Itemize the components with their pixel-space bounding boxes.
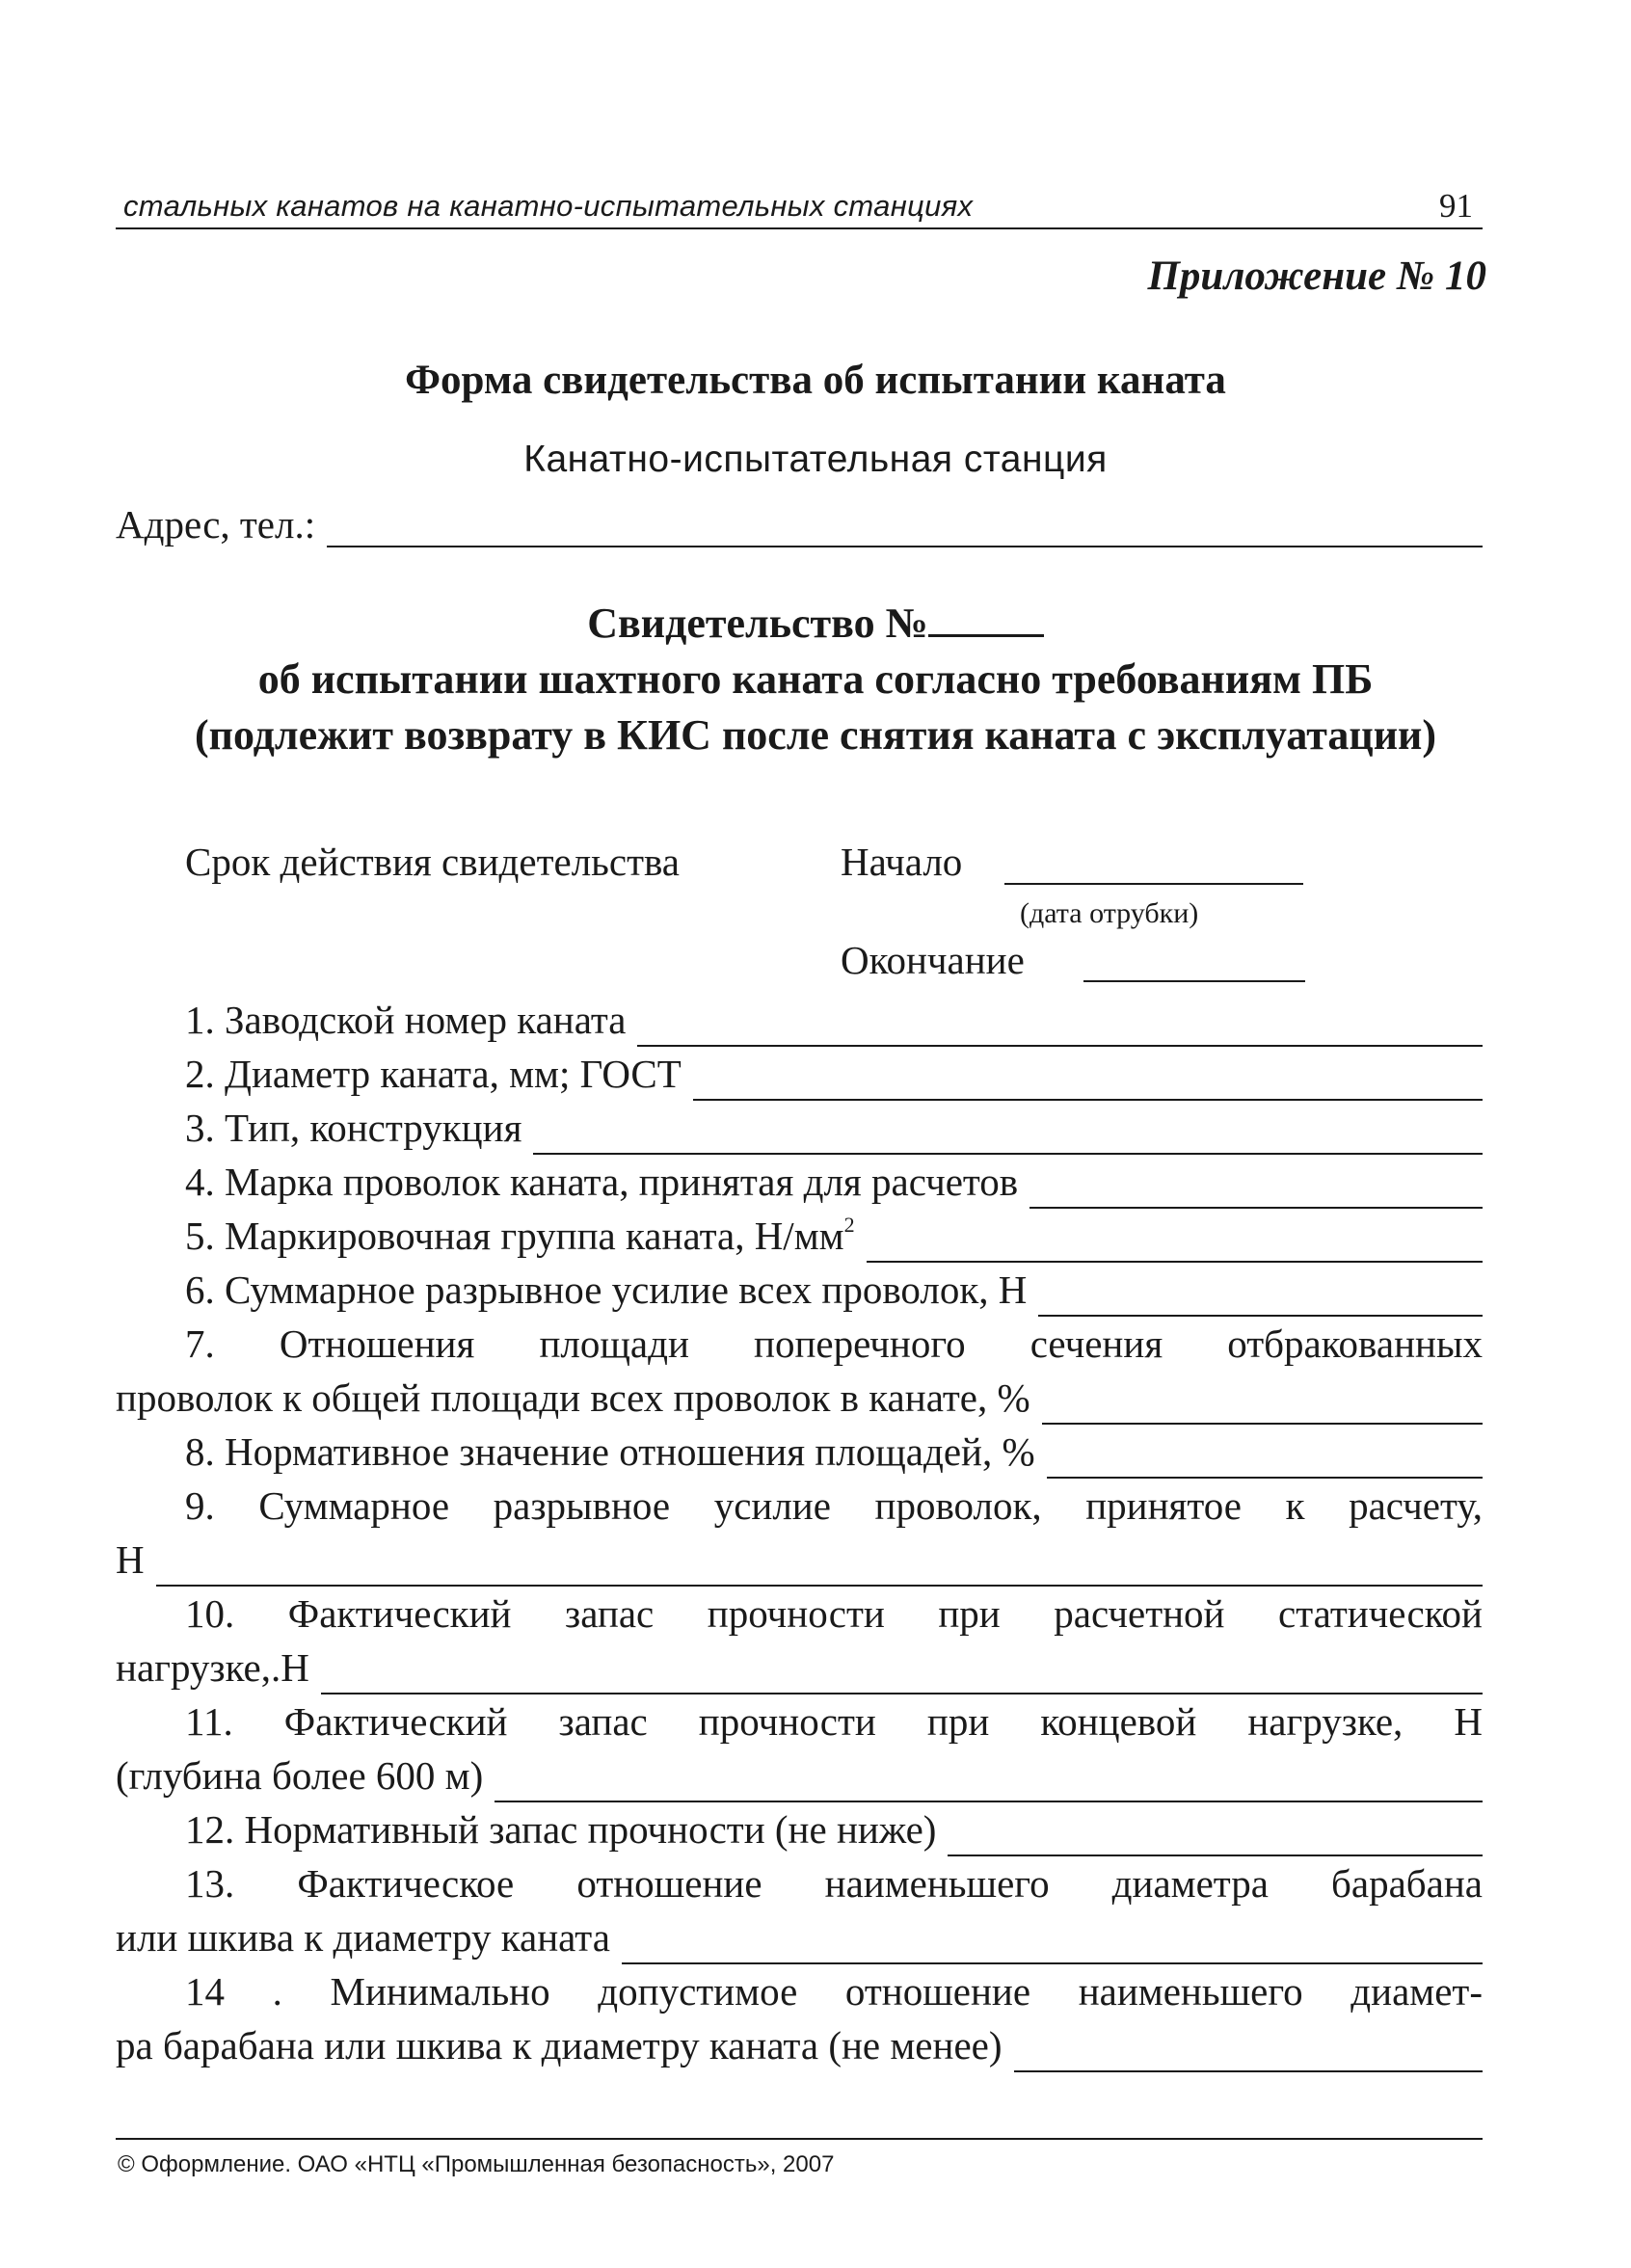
blank-line [693, 1058, 1483, 1101]
blank-line [156, 1544, 1483, 1587]
appendix-label: Приложение № 10 [1147, 253, 1486, 299]
form-item-12: 12. Нормативный запас прочности (не ниже) [116, 1802, 1483, 1856]
form-item-2: 2. Диаметр каната, мм; ГОСТ [116, 1047, 1483, 1101]
form-item-3: 3. Тип, конструкция [116, 1101, 1483, 1155]
address-label: Адрес, тел.: [116, 502, 316, 547]
start-label: Начало [841, 840, 963, 884]
form-item-5: 5. Маркировочная группа каната, $Н/мм^2$ [116, 1209, 1483, 1263]
form-items [116, 993, 1483, 2072]
validity-label: Срок действия свидетельства [185, 840, 681, 884]
copyright-text: © Оформление. ОАО «НТЦ «Промышленная безопасность», 2007 [118, 2151, 835, 2177]
start-note: (дата отрубки) [1020, 897, 1199, 929]
blank-line [321, 1652, 1483, 1694]
form-item-13: 13. Фактическое отношение наименьшего диаметра барабана или шкива к диаметру каната [116, 1856, 1483, 1964]
station-name: Канатно-испытательная станция [523, 439, 1108, 480]
form-item-1: 1. Заводской номер каната [116, 993, 1483, 1047]
blank-line [948, 1814, 1483, 1856]
certificate-number-blank [928, 596, 1044, 637]
blank-line [533, 1112, 1483, 1155]
form-item-6: 6. Суммарное разрывное усилие всех проволок, Н [116, 1263, 1483, 1317]
address-row [116, 501, 1483, 547]
page-number: 91 [1439, 187, 1473, 225]
blank-line [1014, 2030, 1484, 2072]
form-item-10: 10. Фактический запас прочности при расчетной статической нагрузке,.Н [116, 1587, 1483, 1694]
certificate-subtitle: об испытании шахтного каната согласно требованиям ПБ [257, 655, 1374, 703]
certificate-heading [0, 596, 1631, 763]
end-blank-line [1083, 980, 1305, 982]
form-title: Форма свидетельства об испытании каната [405, 358, 1226, 403]
address-blank-line [327, 511, 1483, 547]
form-item-7: 7. Отношения площади поперечного сечения отбракованных проволок к общей площади всех проволок в канате, % [116, 1317, 1483, 1425]
blank-line [1038, 1274, 1483, 1317]
copyright-footer [116, 2138, 1483, 2178]
blank-line [622, 1922, 1483, 1964]
end-label: Окончание [841, 938, 1025, 982]
form-item-4: 4. Марка проволок каната, принятая для расчетов [116, 1155, 1483, 1209]
blank-line [495, 1760, 1483, 1802]
form-item-8: 8. Нормативное значение отношения площадей, % [116, 1425, 1483, 1479]
start-blank-line [1004, 883, 1303, 885]
blank-line [637, 1004, 1483, 1047]
form-item-11: 11. Фактический запас прочности при концевой нагрузке, Н (глубина более 600 м) [116, 1694, 1483, 1802]
blank-line [1042, 1382, 1483, 1425]
blank-line [1029, 1166, 1483, 1209]
form-item-14: 14 . Минимально допустимое отношение наименьшего диамет- ра барабана или шкива к диаметру каната (не менее) [116, 1964, 1483, 2072]
certificate-number-label: Свидетельство № [587, 600, 928, 647]
blank-line [1047, 1436, 1483, 1479]
running-header [116, 185, 1483, 229]
blank-line [867, 1220, 1483, 1263]
form-item-9: 9. Суммарное разрывное усилие проволок, принятое к расчету, Н [116, 1479, 1483, 1587]
running-title: стальных канатов на канатно-испытательных станциях [123, 189, 974, 223]
certificate-return-note: (подлежит возврату в КИС после снятия каната с эксплуатации) [194, 711, 1437, 759]
